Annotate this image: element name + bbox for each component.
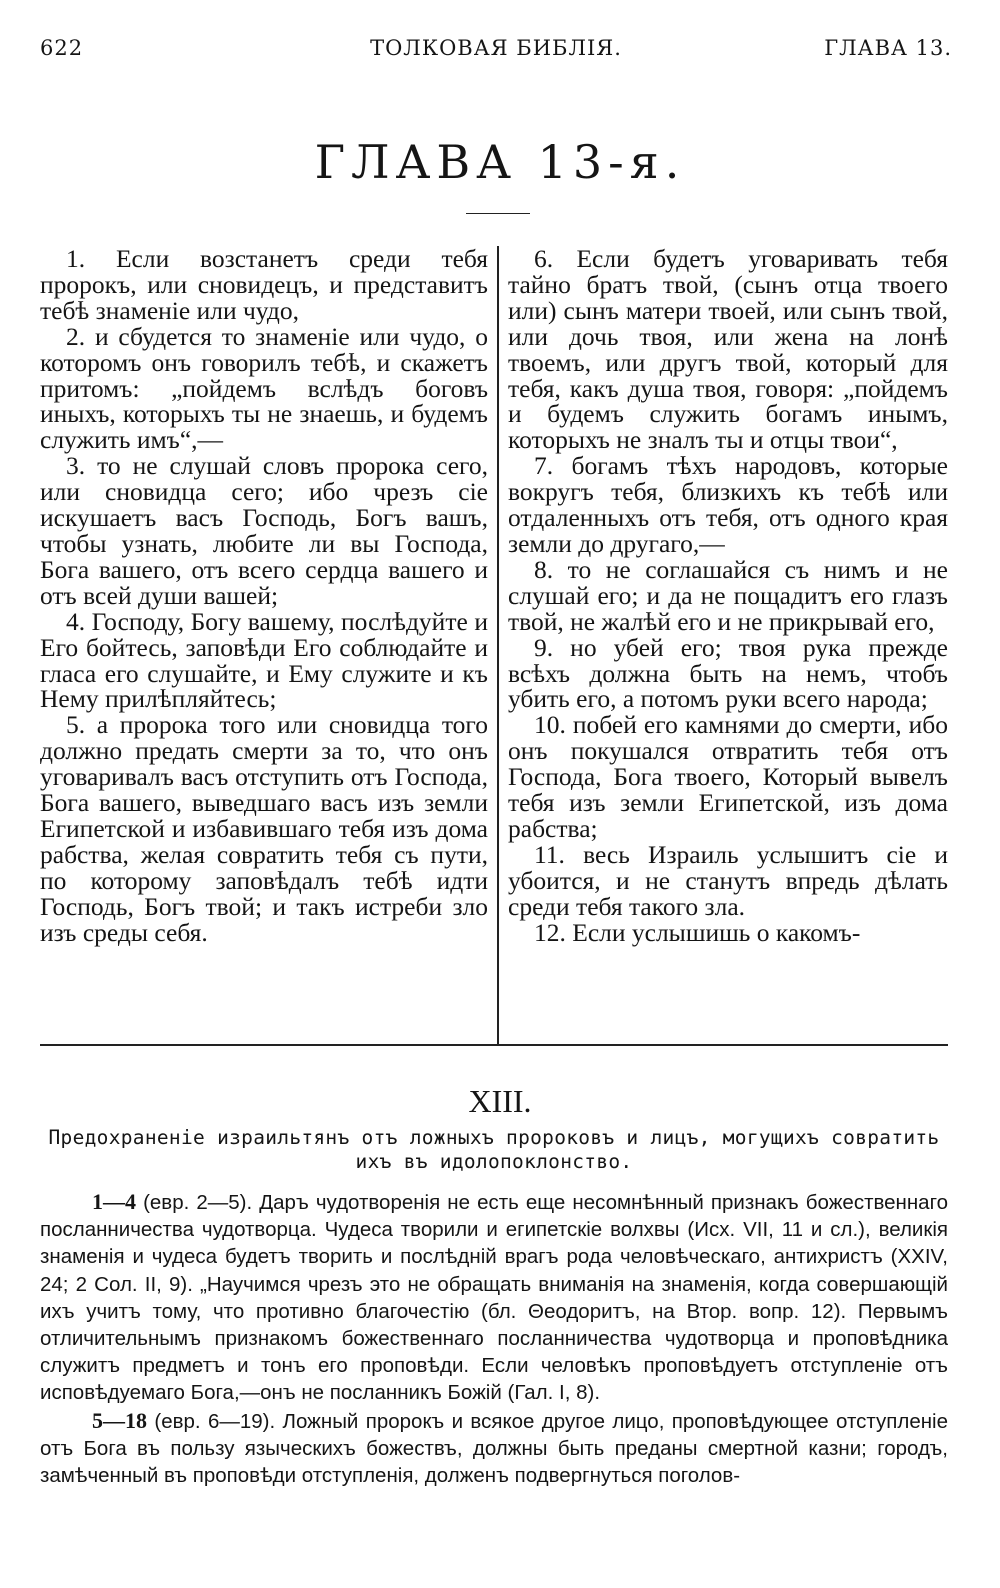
column-divider — [497, 246, 499, 1044]
commentary-text: (евр. 6—19). Ложный пророкъ и всякое другое лицо, проповѣдующее отступленіе отъ Бога въ пользу языческихъ божествъ, должны быть преданы смертной казни; городъ, замѣченный въ проповѣди отступленія, долженъ подвергнуться поголов- — [40, 1409, 948, 1488]
commentary-paragraph — [40, 1188, 948, 1407]
left-column — [40, 246, 488, 945]
right-column — [508, 246, 948, 945]
verse: 4. Господу, Богу вашему, послѣдуйте и Его бойтесь, заповѣди Его соблюдайте и гласа его слушайте, и Ему служите и къ Нему прилѣпляйтесь; — [40, 606, 488, 714]
verse: 2. и сбудется то знаменіе или чудо, о которомъ онъ говорилъ тебѣ, и скажетъ притомъ: „пойдемъ вслѣдъ боговъ иныхъ, которыхъ ты не знаешь, и будемъ служить имъ“,— — [40, 321, 488, 455]
verse: 7. богамъ тѣхъ народовъ, которые вокругъ тебя, близкихъ къ тебѣ или отдаленныхъ отъ тебя, отъ одного края земли до другаго,— — [508, 451, 948, 558]
running-header — [40, 36, 952, 68]
commentary-text: (евр. 2—5). Даръ чудотворенія не есть еще несомнѣнный признакъ божественнаго посланничества чудотворца. Чудеса творили и египетскіе волхвы (Исх. VII, 11 и сл.), великія знаменія и чудеса будетъ творить и послѣдній врагъ рода человѣческаго, антихристъ (XXIV, 24; 2 Сол. II, 9). „Научимся чрезъ это не обращать вниманія на знаменія, когда совершающій ихъ учитъ тому, что противно благочестію (бл. Θеодоритъ, на Втор. вопр. 12). Первымъ отличительнымъ признакомъ божественнаго посланничества чудотворца и проповѣдника служитъ предметъ и тонъ его проповѣди. Если человѣкъ проповѣдуетъ отступленіе отъ исповѣдуемаго Бога,—онъ не посланникъ Божій (Гал. I, 8). — [40, 1191, 948, 1405]
chapter-title: ГЛАВА 13-я. — [314, 135, 686, 189]
page-number: 622 — [40, 36, 84, 60]
verse: 10. побей его камнями до смерти, ибо онъ покушался отвратить тебя отъ Господа, Бога твоего, Который вывелъ тебя изъ земли Египетской, изъ дома рабства; — [508, 710, 948, 843]
section-heading: Предохраненіе израильтянъ отъ ложныхъ пророковъ и лицъ, могущихъ совратить ихъ въ идолопоклонство. — [48, 1126, 940, 1173]
commentary — [40, 1188, 948, 1489]
section-number: XIII. — [468, 1083, 532, 1119]
book-title: ТОЛКОВАЯ БИБЛІЯ. — [370, 36, 622, 60]
verse-reference: 1—4 — [92, 1189, 136, 1214]
verse: 5. а пророка того или сновидца того должно предать смерти за то, что онъ уговаривалъ васъ отступить отъ Господа, Бога вашего, выведшаго васъ изъ земли Египетской и избавившаго тебя изъ дома рабства, желая совратить тебя съ пути, по которому заповѣдалъ тебѣ идти Господь, Богъ твой; и такъ истреби зло изъ среды себя. — [40, 710, 488, 947]
chapter-label: ГЛАВА 13. — [824, 36, 952, 60]
verse: 9. но убей его; твоя рука прежде всѣхъ должна быть на немъ, чтобъ убить его, а потомъ руки всего народа; — [508, 632, 948, 714]
verse: 6. Если будетъ уговаривать тебя тайно братъ твой, (сынъ отца твоего или) сынъ матери твоей, или сынъ твой, или дочь твоя, или жена на лонѣ твоемъ, или другъ твой, который для тебя, какъ душа твоя, говоря: „пойдемъ и будемъ служить богамъ инымъ, которыхъ не зналъ ты и отцы твои“, — [508, 244, 948, 455]
verse-columns — [40, 246, 948, 1046]
commentary-paragraph — [40, 1407, 948, 1490]
verse: 3. то не слушай словъ пророка сего, или сновидца сего; ибо чрезъ сіе искушаетъ васъ Господь, Богъ вашъ, чтобы узнать, любите ли вы Господа, Бога вашего, отъ всего сердца вашего и отъ всей души вашей; — [40, 451, 488, 610]
verse: 8. то не соглашайся съ нимъ и не слушай его; и да не пощадитъ его глазъ твой, не жалѣй его и не прикрывай его, — [508, 554, 948, 636]
title-rule — [466, 213, 530, 214]
verse: 11. весь Израиль услышитъ сіе и убоится, и не станутъ впредь дѣлать среди тебя такого зла. — [508, 839, 948, 921]
verse: 1. Если возстанетъ среди тебя пророкъ, или сновидецъ, и представитъ тебѣ знаменіе или чудо, — [40, 244, 488, 325]
verse: 12. Если услышишь о какомъ- — [534, 917, 861, 947]
verse-reference: 5—18 — [92, 1407, 147, 1433]
